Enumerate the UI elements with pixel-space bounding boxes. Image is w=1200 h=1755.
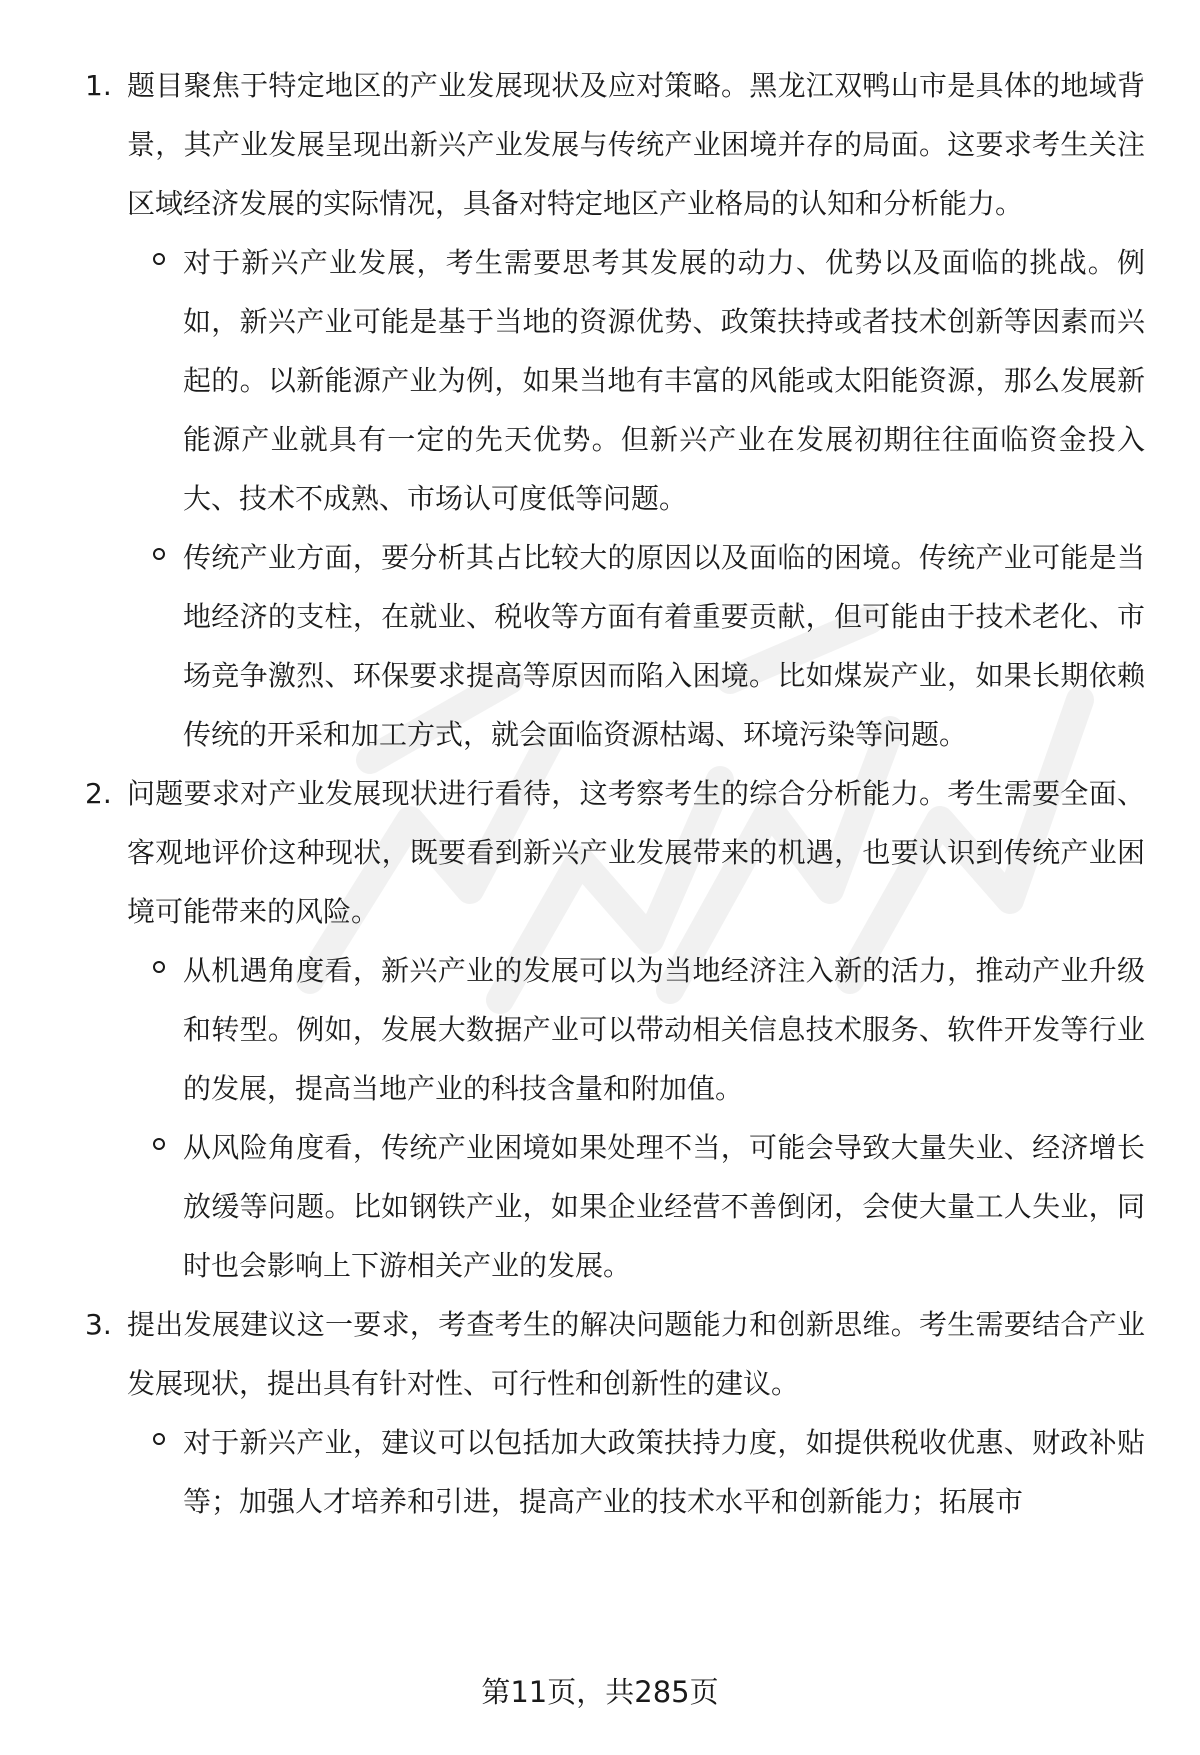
page-number: 第11页，共285页 [481,1675,719,1709]
sub-item-text: 对于新兴产业，建议可以包括加大政策扶持力度，如提供税收优惠、财政补贴等；加强人才培养和引进，提高产业的技术水平和创新能力；拓展市 [183,1426,1145,1518]
sub-item-text: 对于新兴产业发展，考生需要思考其发展的动力、优势以及面临的挑战。例如，新兴产业可能是基于当地的资源优势、政策扶持或者技术创新等因素而兴起的。以新能源产业为例，如果当地有丰富的风能或太阳能资源，那么发展新能源产业就具有一定的先天优势。但新兴产业在发展初期往往面临资金投入大、技术不成熟、市场认可度低等问题。 [183,246,1145,515]
sub-item-text: 从风险角度看，传统产业困境如果处理不当，可能会导致大量失业、经济增长放缓等问题。比如钢铁产业，如果企业经营不善倒闭，会使大量工人失业，同时也会影响上下游相关产业的发展。 [183,1131,1145,1282]
sub-item [183,1118,1145,1295]
sub-item [183,1413,1145,1531]
circle-bullet-icon [153,961,165,973]
circle-bullet-icon [153,1138,165,1150]
sub-item-text: 从机遇角度看，新兴产业的发展可以为当地经济注入新的活力，推动产业升级和转型。例如，发展大数据产业可以带动相关信息技术服务、软件开发等行业的发展，提高当地产业的科技含量和附加值。 [183,954,1145,1105]
circle-bullet-icon [153,548,165,560]
item-text: 问题要求对产业发展现状进行看待，这考察考生的综合分析能力。考生需要全面、客观地评价这种现状，既要看到新兴产业发展带来的机遇，也要认识到传统产业困境可能带来的风险。 [127,777,1145,928]
document-body [0,56,1200,1531]
item-number: 2. [85,777,112,810]
sub-item [183,528,1145,764]
circle-bullet-icon [153,253,165,265]
list-item-3 [85,1295,1145,1531]
item-text: 提出发展建议这一要求，考查考生的解决问题能力和创新思维。考生需要结合产业发展现状，提出具有针对性、可行性和创新性的建议。 [127,1308,1145,1400]
item-text: 题目聚焦于特定地区的产业发展现状及应对策略。黑龙江双鸭山市是具体的地域背景，其产业发展呈现出新兴产业发展与传统产业困境并存的局面。这要求考生关注区域经济发展的实际情况，具备对特定地区产业格局的认知和分析能力。 [127,69,1145,220]
circle-bullet-icon [153,1433,165,1445]
item-number: 1. [85,69,112,102]
sub-item [183,941,1145,1118]
sub-item-text: 传统产业方面，要分析其占比较大的原因以及面临的困境。传统产业可能是当地经济的支柱，在就业、税收等方面有着重要贡献，但可能由于技术老化、市场竞争激烈、环保要求提高等原因而陷入困境。比如煤炭产业，如果长期依赖传统的开采和加工方式，就会面临资源枯竭、环境污染等问题。 [183,541,1145,751]
list-item-2 [85,764,1145,1295]
list-item-1 [85,56,1145,764]
sub-item [183,233,1145,528]
page-footer [0,1672,1200,1712]
item-number: 3. [85,1308,112,1341]
